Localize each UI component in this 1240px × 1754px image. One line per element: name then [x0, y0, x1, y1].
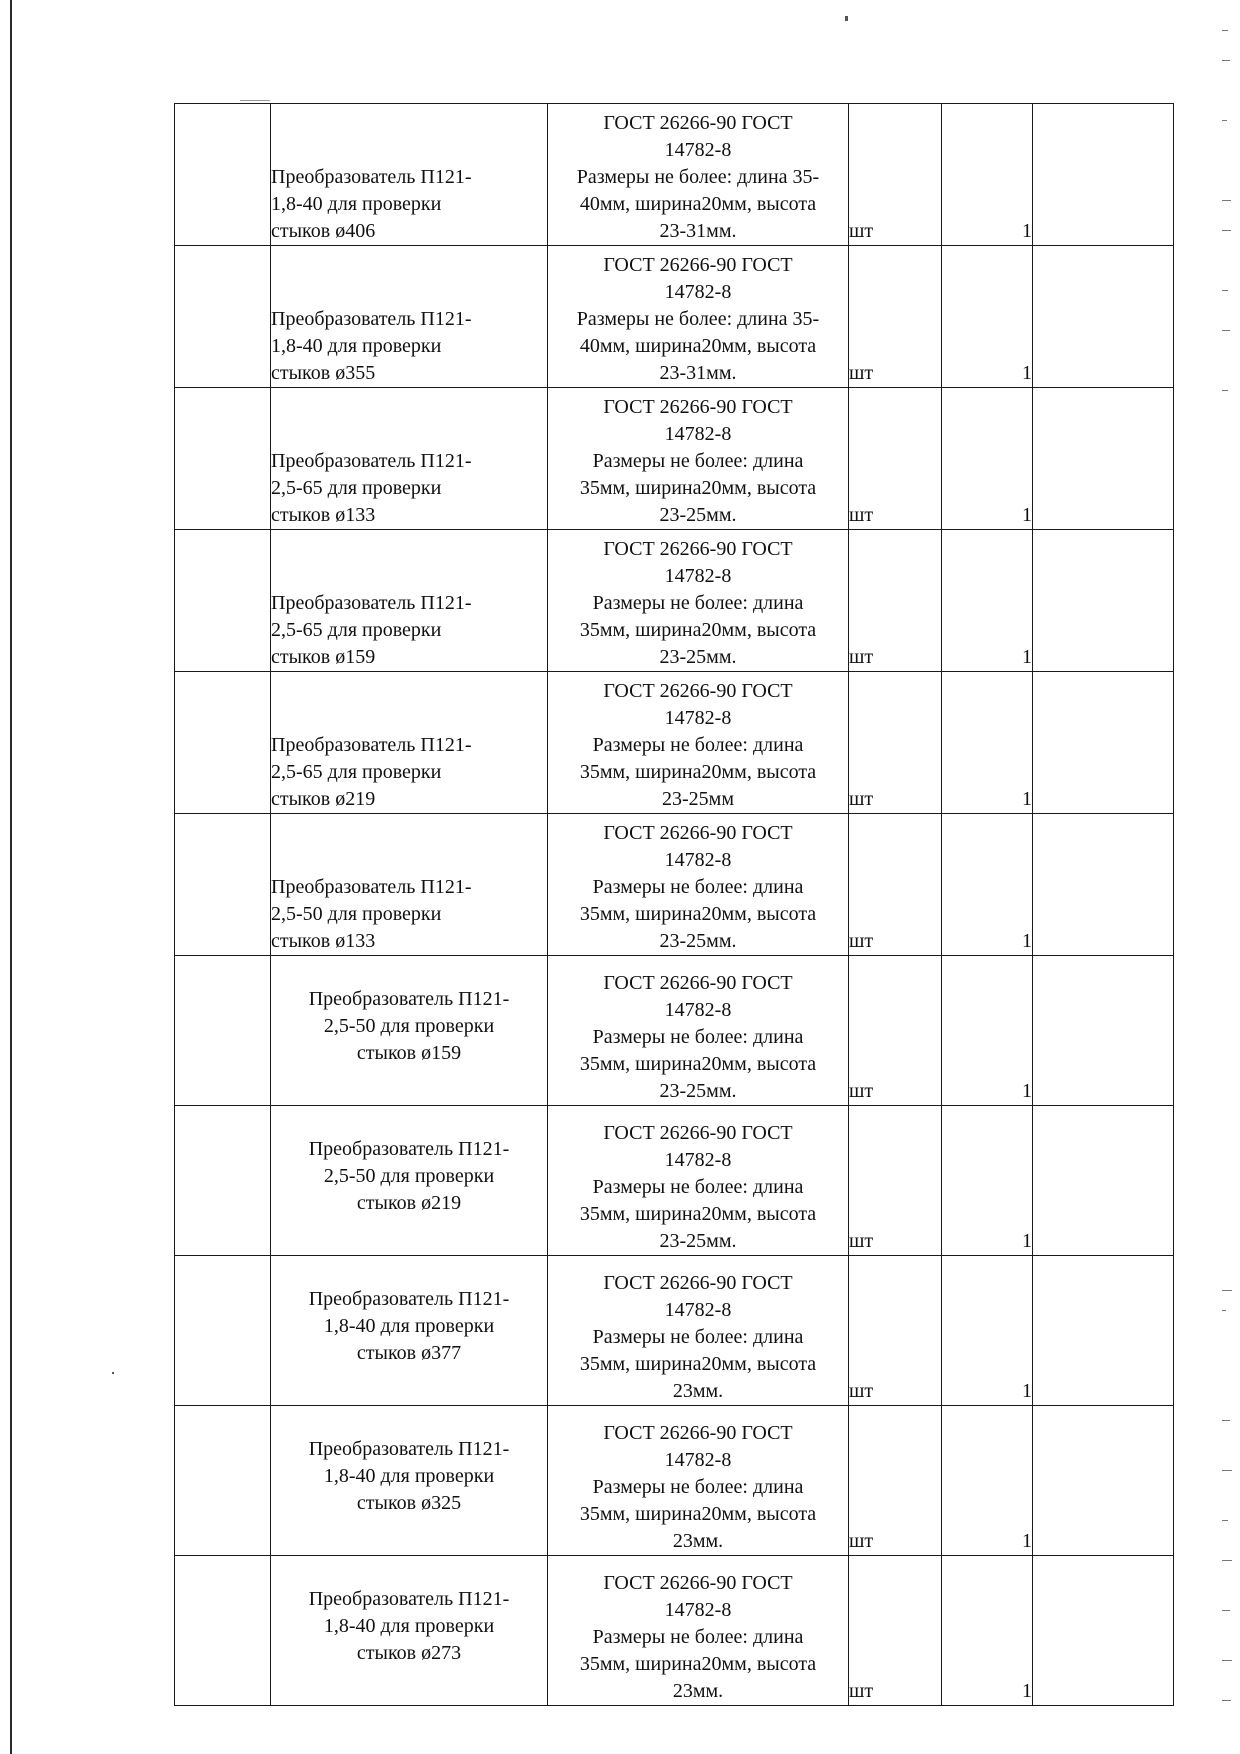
item-name-cell: [271, 1556, 548, 1706]
row-number-cell: [175, 246, 271, 388]
empty-cell: [1033, 1256, 1174, 1406]
item-spec-line: Размеры не более: длина: [592, 734, 804, 756]
item-name-line: 2,5-50 для проверки: [271, 903, 442, 925]
item-spec-line: Размеры не более: длина: [592, 1026, 804, 1048]
item-unit-cell: шт: [849, 956, 942, 1106]
item-qty-cell: 1: [942, 1256, 1033, 1406]
table-row: [175, 1406, 1174, 1556]
item-spec-cell: [548, 956, 849, 1106]
item-spec-cell: [548, 1106, 849, 1256]
item-spec-line: 14782-8: [664, 565, 732, 587]
item-unit-cell: шт: [849, 1256, 942, 1406]
item-name-line: Преобразователь П121-: [271, 734, 472, 756]
item-spec-line: ГОСТ 26266-90 ГОСТ: [603, 1572, 793, 1594]
item-name-line: стыков ø133: [271, 504, 376, 526]
item-spec-cell: [548, 814, 849, 956]
item-spec-line: 23мм.: [672, 1530, 724, 1552]
row-number-cell: [175, 956, 271, 1106]
scan-speck: [240, 100, 270, 101]
item-spec-line: Размеры не более: длина: [592, 1476, 804, 1498]
item-name-line: Преобразователь П121-: [308, 1288, 510, 1310]
table-row: [175, 1256, 1174, 1406]
item-unit-cell: шт: [849, 672, 942, 814]
item-spec-line: 35мм, ширина20мм, высота: [579, 1653, 817, 1675]
item-spec-cell: [548, 246, 849, 388]
scan-right-edge-marks: [1222, 0, 1234, 1754]
item-name-line: Преобразователь П121-: [271, 166, 472, 188]
table-row: [175, 814, 1174, 956]
item-spec-line: 35мм, ширина20мм, высота: [579, 903, 817, 925]
item-spec-line: 14782-8: [664, 1299, 732, 1321]
item-name-line: 2,5-65 для проверки: [271, 477, 442, 499]
scan-left-edge: [10, 0, 12, 1754]
item-name-line: 2,5-65 для проверки: [271, 761, 442, 783]
item-name-cell: [271, 1406, 548, 1556]
item-name-cell: [271, 956, 548, 1106]
item-qty-cell: 1: [942, 1106, 1033, 1256]
item-spec-line: 14782-8: [664, 1599, 732, 1621]
item-spec-line: 14782-8: [664, 1449, 732, 1471]
item-name-line: стыков ø159: [271, 646, 376, 668]
item-name-line: стыков ø273: [356, 1642, 462, 1664]
item-spec-line: 35мм, ширина20мм, высота: [579, 1203, 817, 1225]
item-spec-line: 23-25мм: [662, 788, 734, 810]
item-spec-line: Размеры не более: длина: [592, 1626, 804, 1648]
item-spec-line: 40мм, ширина20мм, высота: [579, 193, 817, 215]
empty-cell: [1033, 104, 1174, 246]
item-spec-line: 35мм, ширина20мм, высота: [579, 761, 817, 783]
item-unit-cell: шт: [849, 388, 942, 530]
item-spec-line: Размеры не более: длина: [592, 450, 804, 472]
item-spec-line: 23мм.: [672, 1680, 724, 1702]
table-row: [175, 246, 1174, 388]
item-qty-cell: 1: [942, 530, 1033, 672]
item-name-cell: [271, 246, 548, 388]
table-row: [175, 530, 1174, 672]
item-spec-line: 35мм, ширина20мм, высота: [579, 619, 817, 641]
item-qty-cell: 1: [942, 814, 1033, 956]
table-row: [175, 672, 1174, 814]
item-spec-cell: [548, 530, 849, 672]
item-unit-cell: шт: [849, 104, 942, 246]
item-name-line: стыков ø219: [271, 788, 376, 810]
item-spec-line: Размеры не более: длина: [592, 876, 804, 898]
row-number-cell: [175, 530, 271, 672]
item-unit-cell: шт: [849, 1106, 942, 1256]
table-row: [175, 1106, 1174, 1256]
item-name-line: Преобразователь П121-: [308, 988, 510, 1010]
item-name-line: 1,8-40 для проверки: [323, 1315, 495, 1337]
item-name-line: Преобразователь П121-: [271, 876, 472, 898]
item-spec-line: ГОСТ 26266-90 ГОСТ: [603, 1422, 793, 1444]
item-name-cell: [271, 672, 548, 814]
item-spec-line: Размеры не более: длина: [592, 1326, 804, 1348]
item-name-cell: [271, 388, 548, 530]
item-spec-line: 35мм, ширина20мм, высота: [579, 1353, 817, 1375]
row-number-cell: [175, 814, 271, 956]
row-number-cell: [175, 104, 271, 246]
row-number-cell: [175, 672, 271, 814]
item-spec-cell: [548, 672, 849, 814]
item-name-line: Преобразователь П121-: [308, 1138, 510, 1160]
item-spec-line: 23-25мм.: [659, 504, 737, 526]
item-name-line: Преобразователь П121-: [308, 1588, 510, 1610]
item-spec-line: ГОСТ 26266-90 ГОСТ: [603, 254, 793, 276]
item-spec-line: 23-31мм.: [659, 362, 737, 384]
item-spec-line: Размеры не более: длина: [592, 592, 804, 614]
item-name-line: 2,5-65 для проверки: [271, 619, 442, 641]
item-spec-line: 14782-8: [664, 999, 732, 1021]
item-spec-line: 14782-8: [664, 1149, 732, 1171]
row-number-cell: [175, 1556, 271, 1706]
item-spec-line: 35мм, ширина20мм, высота: [579, 1053, 817, 1075]
empty-cell: [1033, 388, 1174, 530]
item-name-line: Преобразователь П121-: [271, 450, 472, 472]
item-name-cell: [271, 1106, 548, 1256]
empty-cell: [1033, 956, 1174, 1106]
empty-cell: [1033, 1406, 1174, 1556]
empty-cell: [1033, 672, 1174, 814]
item-qty-cell: 1: [942, 1406, 1033, 1556]
item-unit-cell: шт: [849, 1406, 942, 1556]
row-number-cell: [175, 1406, 271, 1556]
item-spec-line: ГОСТ 26266-90 ГОСТ: [603, 396, 793, 418]
item-name-cell: [271, 814, 548, 956]
item-spec-line: 14782-8: [664, 281, 732, 303]
empty-cell: [1033, 246, 1174, 388]
item-name-line: стыков ø325: [356, 1492, 462, 1514]
item-spec-cell: [548, 388, 849, 530]
equipment-spec-table: [174, 103, 1174, 1706]
table-row: [175, 388, 1174, 530]
item-spec-line: 14782-8: [664, 849, 732, 871]
item-spec-line: 23-25мм.: [659, 646, 737, 668]
item-spec-line: ГОСТ 26266-90 ГОСТ: [603, 822, 793, 844]
item-name-line: Преобразователь П121-: [308, 1438, 510, 1460]
item-spec-line: 23-25мм.: [659, 1230, 737, 1252]
item-spec-cell: [548, 1256, 849, 1406]
item-name-line: стыков ø406: [271, 220, 376, 242]
item-name-line: 1,8-40 для проверки: [271, 193, 442, 215]
empty-cell: [1033, 530, 1174, 672]
item-unit-cell: шт: [849, 246, 942, 388]
item-spec-line: ГОСТ 26266-90 ГОСТ: [603, 538, 793, 560]
item-name-line: 2,5-50 для проверки: [323, 1165, 495, 1187]
item-name-line: 1,8-40 для проверки: [323, 1465, 495, 1487]
empty-cell: [1033, 814, 1174, 956]
table-row: [175, 1556, 1174, 1706]
item-unit-cell: шт: [849, 530, 942, 672]
item-name-line: стыков ø355: [271, 362, 376, 384]
item-spec-line: 14782-8: [664, 423, 732, 445]
item-spec-line: 23-25мм.: [659, 930, 737, 952]
item-name-line: 1,8-40 для проверки: [271, 335, 442, 357]
empty-cell: [1033, 1106, 1174, 1256]
item-name-cell: [271, 104, 548, 246]
item-spec-line: ГОСТ 26266-90 ГОСТ: [603, 680, 793, 702]
item-name-line: 1,8-40 для проверки: [323, 1615, 495, 1637]
item-name-line: стыков ø219: [356, 1192, 462, 1214]
item-spec-line: ГОСТ 26266-90 ГОСТ: [603, 1272, 793, 1294]
empty-cell: [1033, 1556, 1174, 1706]
item-spec-cell: [548, 1406, 849, 1556]
table-row: [175, 956, 1174, 1106]
item-name-line: 2,5-50 для проверки: [323, 1015, 495, 1037]
table-row: [175, 104, 1174, 246]
item-spec-line: 23-31мм.: [659, 220, 737, 242]
item-name-cell: [271, 530, 548, 672]
item-qty-cell: 1: [942, 104, 1033, 246]
item-name-line: Преобразователь П121-: [271, 308, 472, 330]
item-qty-cell: 1: [942, 388, 1033, 530]
item-qty-cell: 1: [942, 956, 1033, 1106]
item-qty-cell: 1: [942, 672, 1033, 814]
item-unit-cell: шт: [849, 1556, 942, 1706]
table-body: [175, 104, 1174, 1706]
scan-speck: [845, 16, 848, 21]
scan-speck: [112, 1372, 114, 1374]
item-spec-cell: [548, 1556, 849, 1706]
item-spec-line: 23-25мм.: [659, 1080, 737, 1102]
item-spec-line: Размеры не более: длина 35-: [576, 166, 820, 188]
item-spec-cell: [548, 104, 849, 246]
item-name-line: стыков ø133: [271, 930, 376, 952]
item-spec-line: Размеры не более: длина: [592, 1176, 804, 1198]
item-spec-line: 14782-8: [664, 707, 732, 729]
item-spec-line: 14782-8: [664, 139, 732, 161]
item-unit-cell: шт: [849, 814, 942, 956]
item-spec-line: 23мм.: [672, 1380, 724, 1402]
item-spec-line: ГОСТ 26266-90 ГОСТ: [603, 112, 793, 134]
item-spec-line: 35мм, ширина20мм, высота: [579, 477, 817, 499]
item-spec-line: 40мм, ширина20мм, высота: [579, 335, 817, 357]
item-spec-line: ГОСТ 26266-90 ГОСТ: [603, 972, 793, 994]
row-number-cell: [175, 388, 271, 530]
item-spec-line: 35мм, ширина20мм, высота: [579, 1503, 817, 1525]
item-qty-cell: 1: [942, 1556, 1033, 1706]
item-name-line: стыков ø159: [356, 1042, 462, 1064]
item-spec-line: Размеры не более: длина 35-: [576, 308, 820, 330]
row-number-cell: [175, 1106, 271, 1256]
item-name-line: стыков ø377: [356, 1342, 462, 1364]
item-spec-line: ГОСТ 26266-90 ГОСТ: [603, 1122, 793, 1144]
row-number-cell: [175, 1256, 271, 1406]
item-name-cell: [271, 1256, 548, 1406]
item-qty-cell: 1: [942, 246, 1033, 388]
item-name-line: Преобразователь П121-: [271, 592, 472, 614]
